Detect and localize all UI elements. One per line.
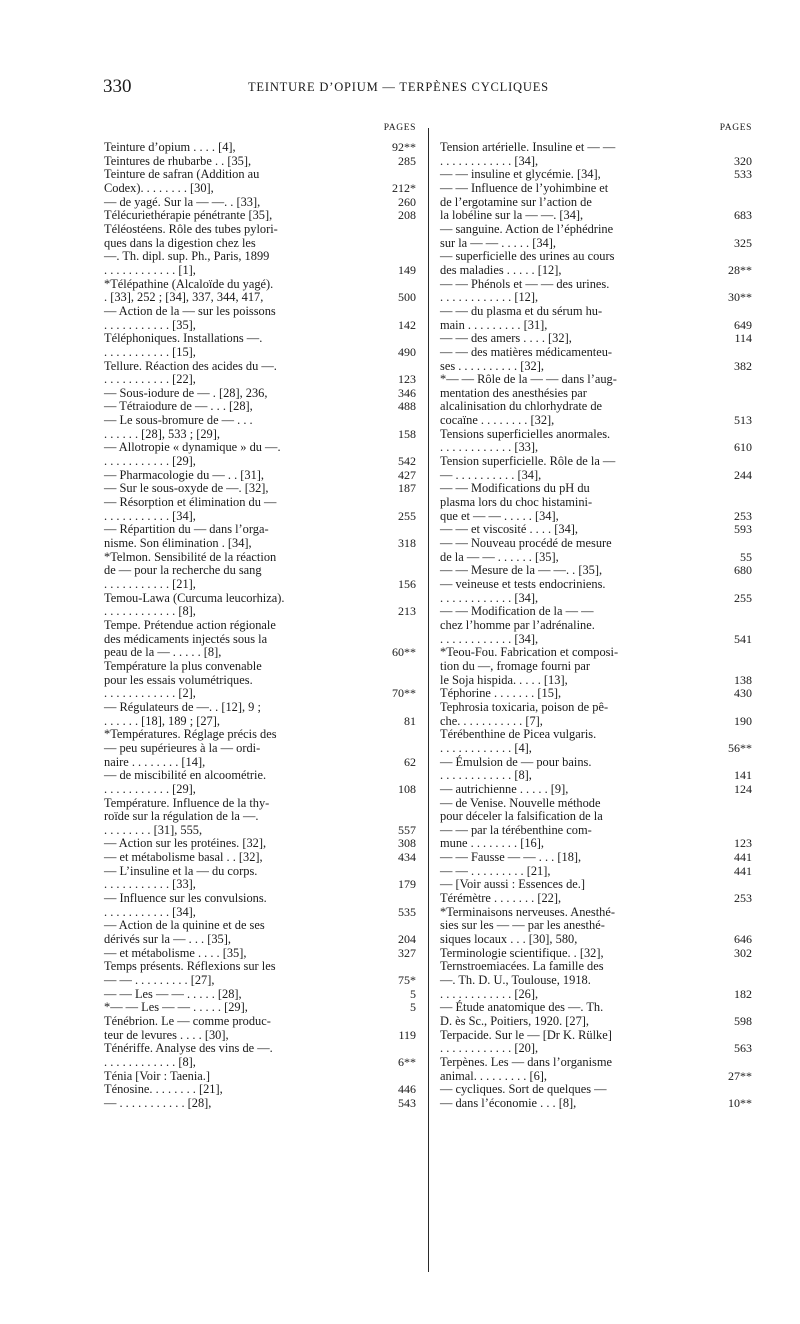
entry-text: Température. Influence de la thy- roïde sur la régulation de la —. . . . . . . . . [31], 555, <box>104 795 270 837</box>
index-entry <box>440 564 752 578</box>
entry-text: — Résorption et élimination du — . . . . . . . . . . . [34], <box>104 495 277 523</box>
entry-text: — superficielle des urines au cours des maladies . . . . . [12], <box>440 249 615 277</box>
entry-text: *Teou-Fou. Fabrication et composi- tion du —, fromage fourni par le Soja hispida. . . . . [13], <box>440 645 619 687</box>
entry-text: — Allotropie « dynamique » du —. . . . . . . . . . . . [29], <box>104 440 281 469</box>
index-entry <box>104 155 416 169</box>
entry-text: Ténériffe. Analyse des vins de —. . . . . . . . . . . . . [8], <box>104 1041 273 1069</box>
entry-page: 285 <box>398 153 416 168</box>
entry-page: 610 <box>734 440 752 455</box>
entry-text: — — des amers . . . . [32], <box>440 331 572 346</box>
index-entry <box>440 223 752 250</box>
entry-text: — et métabolisme . . . . [35], <box>104 945 247 960</box>
entry-text: Temps présents. Réflexions sur les — — . . . . . . . . . [27], <box>104 959 276 988</box>
entry-page: 260 <box>398 194 416 209</box>
index-entry <box>104 728 416 769</box>
entry-text: — Le sous-bromure de — . . . . . . . . . [28], 533 ; [29], <box>104 413 253 441</box>
index-entry <box>440 482 752 523</box>
entry-text: *Telmon. Sensibilité de la réaction de — pour la recherche du sang . . . . . . . . . . . [21], <box>104 549 277 591</box>
entry-text: *Températures. Réglage précis des — peu supérieures à la — ordi- naire . . . . . . . . [14], <box>104 727 277 769</box>
entry-text: Ténébrion. Le — comme produc- teur de levures . . . . [30], <box>104 1014 271 1042</box>
entry-page: 119 <box>398 1027 416 1042</box>
index-entry <box>104 278 416 305</box>
index-entry <box>104 619 416 660</box>
index-entry <box>440 578 752 605</box>
entry-page: 5 <box>410 986 416 1001</box>
index-column-right <box>440 123 752 1111</box>
column-divider <box>428 128 429 1272</box>
entry-page: 81 <box>404 713 416 728</box>
index-entry <box>440 455 752 482</box>
entry-text: — — et viscosité . . . . [34], <box>440 522 578 537</box>
index-entry <box>440 182 752 223</box>
entry-page: 320 <box>734 153 752 168</box>
entry-page: 204 <box>398 932 416 947</box>
index-entry <box>104 551 416 592</box>
index-entry <box>104 892 416 919</box>
entry-page: 563 <box>734 1041 752 1056</box>
index-entry <box>104 1042 416 1069</box>
index-entry <box>440 797 752 852</box>
entry-text: — Émulsion de — pour bains. . . . . . . . . . . . . [8], <box>440 754 592 783</box>
entry-text: *Télépathine (Alcaloïde du yagé). . [33], 252 ; [34], 337, 344, 417, <box>104 276 274 305</box>
index-entry <box>440 783 752 797</box>
entry-page: 557 <box>398 822 416 837</box>
entry-list <box>440 141 752 1111</box>
entry-page: 535 <box>398 904 416 919</box>
index-entry <box>104 1001 416 1015</box>
index-entry <box>104 496 416 523</box>
index-entry <box>104 1083 416 1097</box>
entry-page: 382 <box>734 358 752 373</box>
index-entry <box>440 332 752 346</box>
entry-page: 10** <box>728 1095 752 1110</box>
entry-text: — Influence sur les convulsions. . . . . . . . . . . . [34], <box>104 891 267 919</box>
index-entry <box>440 851 752 865</box>
entry-page: 325 <box>734 235 752 250</box>
index-entry <box>440 373 752 428</box>
entry-text: — de yagé. Sur la — —. . [33], <box>104 194 261 209</box>
index-entry <box>440 168 752 182</box>
entry-page: 490 <box>398 344 416 359</box>
index-entry <box>104 1015 416 1042</box>
entry-text: Téphorine . . . . . . . [15], <box>440 686 562 701</box>
index-entry <box>440 947 752 961</box>
entry-text: — autrichienne . . . . . [9], <box>440 781 569 796</box>
entry-text: Tellure. Réaction des acides du —. . . . . . . . . . . . [22], <box>104 358 277 387</box>
column-heading <box>440 123 752 141</box>
index-entry <box>440 892 752 906</box>
entry-text: Téléphoniques. Installations —. . . . . . . . . . . . [15], <box>104 331 263 359</box>
entry-page: 158 <box>398 426 416 441</box>
entry-page: 488 <box>398 399 416 414</box>
index-entry <box>104 469 416 483</box>
entry-page: 541 <box>734 631 752 646</box>
index-entry <box>104 1097 416 1111</box>
entry-page: 70** <box>392 686 416 701</box>
entry-page: 123 <box>398 372 416 387</box>
index-entry <box>104 168 416 195</box>
index-entry <box>104 660 416 701</box>
index-entry <box>440 428 752 455</box>
entry-text: — Régulateurs de —. . [12], 9 ; . . . . . . [18], 189 ; [27], <box>104 699 261 728</box>
entry-page: 244 <box>734 467 752 482</box>
entry-page: 434 <box>398 850 416 865</box>
entry-page: 598 <box>734 1014 752 1028</box>
index-entry <box>440 141 752 168</box>
index-entry <box>440 1083 752 1110</box>
index-entry <box>440 278 752 305</box>
entry-text: — — Nouveau procédé de mesure de la — — . . . . . . [35], <box>440 536 612 564</box>
index-entry <box>104 360 416 387</box>
entry-page: 253 <box>734 508 752 523</box>
index-entry <box>104 865 416 892</box>
index-entry <box>440 346 752 373</box>
column-heading <box>104 123 416 141</box>
index-entry <box>104 387 416 401</box>
entry-text: Tephrosia toxicaria, poison de pê- che. . . . . . . . . . . [7], <box>440 699 609 728</box>
entry-text: — et métabolisme basal . . [32], <box>104 850 263 865</box>
entry-page: 208 <box>398 208 416 223</box>
entry-page: 680 <box>734 563 752 578</box>
entry-text: Térébenthine de Picea vulgaris. . . . . . . . . . . . . [4], <box>440 727 597 755</box>
entry-text: — cycliques. Sort de quelques — — dans l’économie . . . [8], <box>440 1082 607 1110</box>
entry-page: 27** <box>728 1068 752 1083</box>
entry-page: 108 <box>398 781 416 796</box>
entry-text: *Terminaisons nerveuses. Anesthé- sies sur les — — par les anesthé- siques locaux . . . [30], 580, <box>440 904 615 947</box>
entry-page: 138 <box>734 672 752 687</box>
entry-text: Ténia [Voir : Taenia.] <box>104 1068 211 1083</box>
entry-page: 542 <box>398 454 416 469</box>
index-entry <box>104 141 416 155</box>
entry-page: 446 <box>398 1082 416 1097</box>
entry-page: 179 <box>398 877 416 892</box>
pages-heading: PAGES <box>719 123 752 133</box>
entry-text: Téléostéens. Rôle des tubes pylori- ques dans la digestion chez les —. Th. dipl. sup. Ph., Paris, 1899 . . . . . . . . . . . . [1], <box>104 221 278 277</box>
entry-page: 430 <box>734 686 752 701</box>
entry-text: *— — Rôle de la — — dans l’aug- mentation des anesthésies par alcalinisation du chlorhydrate de cocaïne . . . . . . . . [32], <box>440 372 617 428</box>
entry-list <box>104 141 416 1111</box>
entry-page: 500 <box>398 290 416 305</box>
index-entry <box>104 414 416 441</box>
index-entry <box>104 988 416 1002</box>
entry-text: — — Phénols et — — des urines. . . . . . . . . . . . . [12], <box>440 276 610 305</box>
entry-text: — Sur le sous-oxyde de —. [32], <box>104 481 269 496</box>
index-entry <box>104 837 416 851</box>
entry-text: — Étude anatomique des —. Th. D. ès Sc., Poitiers, 1920. [27], <box>440 1000 604 1028</box>
index-entry <box>440 756 752 783</box>
entry-page: 255 <box>734 590 752 605</box>
index-entry <box>440 878 752 892</box>
entry-text: — — du plasma et du sérum hu- main . . . . . . . . . [31], <box>440 303 603 332</box>
entry-page: 441 <box>734 863 752 878</box>
entry-text: Térémètre . . . . . . . [22], <box>440 891 562 906</box>
entry-page: 190 <box>734 713 752 728</box>
index-entry <box>104 851 416 865</box>
index-entry <box>104 592 416 619</box>
page-number: 330 <box>103 76 132 97</box>
entry-text: Terpènes. Les — dans l’organisme animal. . . . . . . . . [6], <box>440 1054 612 1083</box>
index-entry <box>440 1001 752 1028</box>
index-entry <box>104 400 416 414</box>
entry-text: — Action de la quinine et de ses dérivés sur la — . . . [35], <box>104 918 265 947</box>
entry-page: 156 <box>398 577 416 591</box>
index-entry <box>104 769 416 796</box>
index-entry <box>104 332 416 359</box>
entry-page: 646 <box>734 932 752 947</box>
entry-text: — Action de la — sur les poissons . . . . . . . . . . . [35], <box>104 303 276 332</box>
entry-text: Terpacide. Sur le — [Dr K. Rülke] . . . . . . . . . . . . [20], <box>440 1027 612 1056</box>
entry-page: 213 <box>398 604 416 619</box>
entry-text: — — Modification de la — — chez l’homme par l’adrénaline. . . . . . . . . . . . . [34], <box>440 604 595 646</box>
entry-page: 56** <box>728 740 752 755</box>
entry-text: Ténosine. . . . . . . . [21], <box>104 1082 223 1097</box>
entry-text: Télécuriethérapie pénétrante [35], <box>104 208 273 223</box>
entry-text: — de Venise. Nouvelle méthode pour déceler la falsification de la — — par la térébenthine com- mune . . . . . . . . [16], <box>440 795 603 851</box>
index-entry <box>440 250 752 277</box>
index-entry <box>104 947 416 961</box>
entry-text: — — Les — — . . . . . [28], <box>104 986 242 1001</box>
entry-page: 427 <box>398 467 416 482</box>
entry-text: Teinture de safran (Addition au Codex). . . . . . . . [30], <box>104 167 260 195</box>
index-entry <box>104 209 416 223</box>
entry-page: 123 <box>734 836 752 851</box>
entry-text: — — Fausse — — . . . [18], <box>440 850 582 865</box>
entry-page: 533 <box>734 167 752 182</box>
entry-page: 253 <box>734 891 752 906</box>
index-entry <box>104 919 416 946</box>
entry-text: Temou-Lawa (Curcuma leucorhiza). . . . . . . . . . . . . [8], <box>104 590 285 619</box>
entry-page: 28** <box>728 262 752 277</box>
entry-page: 308 <box>398 836 416 851</box>
entry-text: — [Voir aussi : Essences de.] <box>440 877 585 892</box>
entry-page: 187 <box>398 481 416 496</box>
entry-text: — Tétraiodure de — . . . [28], <box>104 399 253 414</box>
entry-text: — — . . . . . . . . . [21], <box>440 863 551 878</box>
entry-text: Teintures de rhubarbe . . [35], <box>104 153 252 168</box>
entry-page: 141 <box>734 768 752 783</box>
entry-page: 75* <box>398 973 416 988</box>
index-entry <box>440 537 752 564</box>
entry-text: *— — Les — — . . . . . [29], <box>104 1000 248 1015</box>
entry-page: 62 <box>404 754 416 769</box>
entry-text: Teinture d’opium . . . . [4], <box>104 140 236 154</box>
entry-page: 683 <box>734 208 752 223</box>
entry-text: — Pharmacologie du — . . [31], <box>104 467 265 482</box>
entry-text: — — Modifications du pH du plasma lors du choc histamini- que et — — . . . . . [34], <box>440 481 593 523</box>
entry-text: Tempe. Prétendue action régionale des médicaments injectés sous la peau de la — . . . . . [8], <box>104 617 276 660</box>
index-entry <box>104 797 416 838</box>
entry-text: — sanguine. Action de l’éphédrine sur la — — . . . . . [34], <box>440 221 614 250</box>
index-entry <box>104 482 416 496</box>
index-entry <box>440 605 752 646</box>
entry-page: 182 <box>734 986 752 1001</box>
running-title: TEINTURE D’OPIUM — TERPÈNES CYCLIQUES <box>248 80 549 94</box>
entry-page: 6** <box>398 1054 416 1069</box>
entry-text: — Action sur les protéines. [32], <box>104 836 267 851</box>
index-entry <box>440 687 752 701</box>
index-entry <box>104 223 416 278</box>
entry-page: 327 <box>398 945 416 960</box>
index-entry <box>440 728 752 755</box>
entry-text: — — Influence de l’yohimbine et de l’ergotamine sur l’action de la lobéline sur la — —. [34], <box>440 180 609 223</box>
index-entry <box>440 865 752 879</box>
index-entry <box>440 701 752 728</box>
index-entry <box>104 305 416 332</box>
entry-text: Terminologie scientifique. . [32], <box>440 945 604 960</box>
index-entry <box>104 523 416 550</box>
entry-page: 142 <box>398 317 416 332</box>
entry-page: 212* <box>392 180 416 195</box>
index-entry <box>104 960 416 987</box>
index-column-left <box>104 123 416 1111</box>
index-entry <box>104 196 416 210</box>
index-entry <box>440 960 752 1001</box>
index-entry <box>104 1070 416 1084</box>
entry-text: — veineuse et tests endocriniens. . . . . . . . . . . . . [34], <box>440 577 606 605</box>
entry-page: 513 <box>734 413 752 428</box>
entry-page: 114 <box>734 331 752 346</box>
entry-text: — Sous-iodure de — . [28], 236, <box>104 385 268 400</box>
index-entry <box>440 1029 752 1056</box>
entry-text: — de miscibilité en alcoométrie. . . . . . . . . . . . [29], <box>104 768 267 796</box>
entry-text: Tension superficielle. Rôle de la — — . . . . . . . . . . [34], <box>440 454 616 482</box>
entry-page: 30** <box>728 290 752 305</box>
index-entry <box>104 441 416 468</box>
entry-page: 124 <box>734 781 752 796</box>
index-entry <box>104 701 416 728</box>
entry-text: — — insuline et glycémie. [34], <box>440 167 601 182</box>
entry-page: 649 <box>734 317 752 332</box>
pages-heading: PAGES <box>383 123 416 133</box>
entry-page: 5 <box>410 1000 416 1015</box>
index-entry <box>440 1056 752 1083</box>
entry-page: 92** <box>392 140 416 154</box>
entry-text: Température la plus convenable pour les essais volumétriques. . . . . . . . . . . . . [2], <box>104 658 262 701</box>
entry-page: 441 <box>734 850 752 865</box>
entry-text: — — des matières médicamenteu- ses . . . . . . . . . . [32], <box>440 344 613 373</box>
entry-page: 149 <box>398 262 416 277</box>
index-entry <box>440 906 752 947</box>
entry-text: — — Mesure de la — —. . [35], <box>440 563 603 578</box>
entry-page: 60** <box>392 645 416 660</box>
entry-text: Tensions superficielles anormales. . . . . . . . . . . . . [33], <box>440 426 611 455</box>
entry-text: — Répartition du — dans l’orga- nisme. Son élimination . [34], <box>104 522 269 551</box>
entry-page: 543 <box>398 1095 416 1110</box>
entry-page: 302 <box>734 945 752 960</box>
index-entry <box>440 523 752 537</box>
entry-text: — . . . . . . . . . . . [28], <box>104 1095 212 1110</box>
entry-page: 255 <box>398 508 416 523</box>
entry-text: — L’insuline et la — du corps. . . . . . . . . . . . [33], <box>104 863 258 892</box>
entry-text: Ternstroemiacées. La famille des —. Th. D. U., Toulouse, 1918. . . . . . . . . . . . . [26], <box>440 959 604 1001</box>
entry-page: 318 <box>398 536 416 551</box>
entry-page: 593 <box>734 522 752 537</box>
entry-text: Tension artérielle. Insuline et — — . . . . . . . . . . . . [34], <box>440 140 616 168</box>
index-entry <box>440 646 752 687</box>
index-entry <box>440 305 752 332</box>
entry-page: 346 <box>398 385 416 400</box>
entry-page: 55 <box>740 549 752 564</box>
